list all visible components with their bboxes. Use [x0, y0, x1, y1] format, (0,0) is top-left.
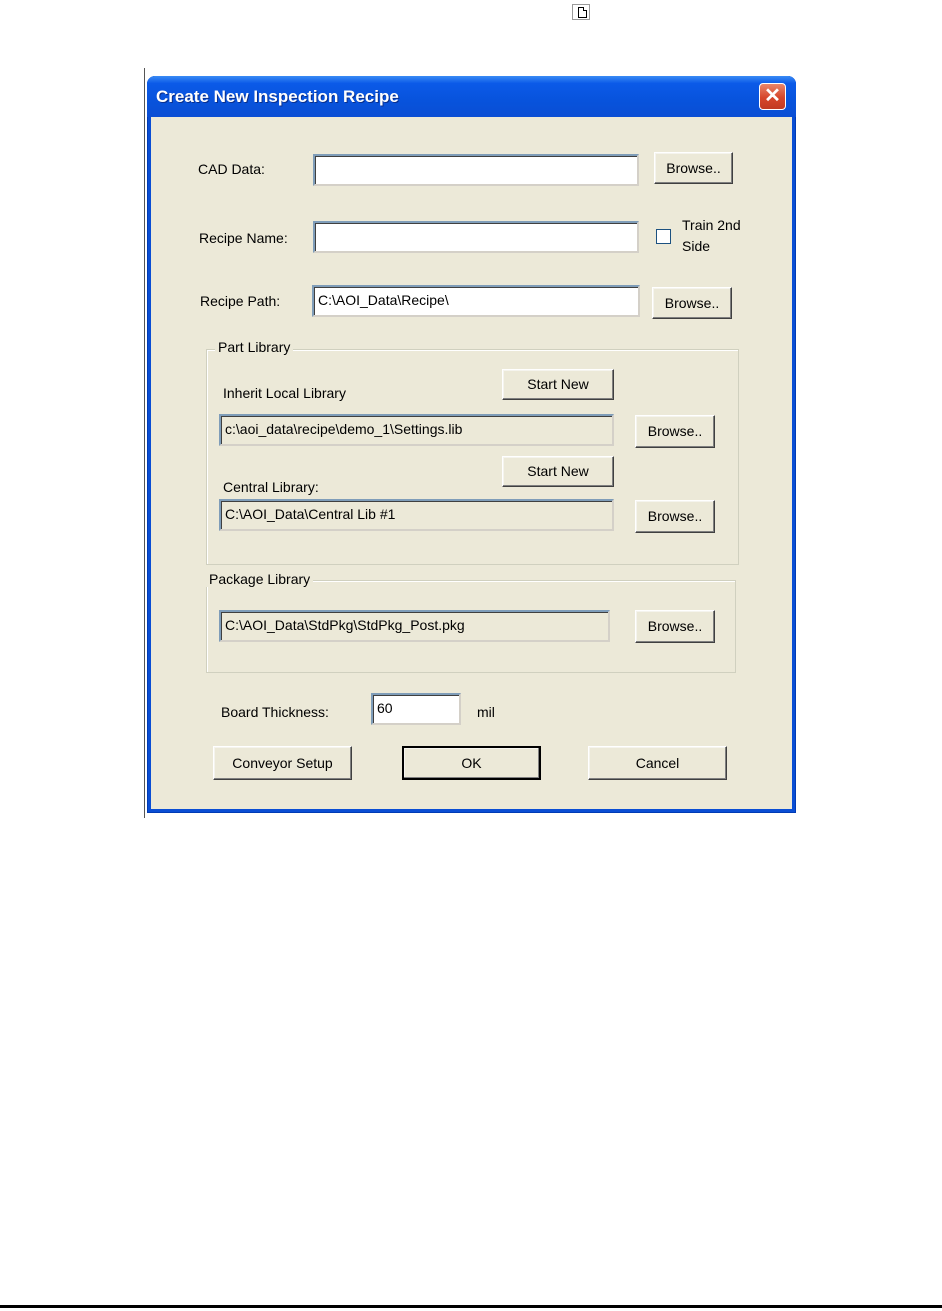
package-library-title: Package Library	[206, 571, 313, 587]
inherit-local-library-path: c:\aoi_data\recipe\demo_1\Settings.lib	[219, 414, 614, 446]
central-library-label: Central Library:	[223, 479, 319, 495]
train-2nd-side-label-line2: Side	[682, 238, 711, 254]
cad-browse-button[interactable]: Browse..	[654, 152, 733, 184]
cad-data-label: CAD Data:	[198, 161, 265, 177]
part-library-title: Part Library	[215, 339, 293, 355]
board-thickness-label: Board Thickness:	[221, 704, 329, 720]
central-start-new-button[interactable]: Start New	[502, 456, 614, 487]
cad-data-input[interactable]	[313, 154, 639, 186]
close-icon[interactable]: ✕	[759, 83, 786, 110]
train-2nd-side-checkbox[interactable]	[656, 229, 671, 244]
page-footer-rule	[0, 1305, 942, 1308]
inherit-local-library-label: Inherit Local Library	[223, 385, 346, 401]
central-library-path: C:\AOI_Data\Central Lib #1	[219, 499, 614, 531]
recipe-name-input[interactable]	[313, 221, 639, 253]
central-browse-button[interactable]: Browse..	[635, 500, 715, 533]
recipe-path-label: Recipe Path:	[200, 293, 281, 309]
create-recipe-dialog	[147, 76, 796, 813]
left-margin-line	[144, 68, 145, 818]
conveyor-setup-button[interactable]: Conveyor Setup	[213, 746, 352, 780]
blank-page-icon	[572, 4, 590, 20]
train-2nd-side-label-line1: Train 2nd	[682, 217, 741, 233]
recipe-path-browse-button[interactable]: Browse..	[652, 287, 732, 319]
recipe-name-label: Recipe Name:	[199, 230, 288, 246]
inherit-browse-button[interactable]: Browse..	[635, 415, 715, 448]
package-library-path: C:\AOI_Data\StdPkg\StdPkg_Post.pkg	[219, 610, 610, 642]
ok-button[interactable]: OK	[402, 746, 541, 780]
inherit-start-new-button[interactable]: Start New	[502, 369, 614, 400]
recipe-path-input[interactable]: C:\AOI_Data\Recipe\	[312, 285, 640, 317]
board-thickness-input[interactable]: 60	[371, 693, 461, 725]
board-thickness-unit: mil	[477, 704, 495, 720]
cancel-button[interactable]: Cancel	[588, 746, 727, 780]
title-bar[interactable]	[147, 76, 796, 117]
dialog-title: Create New Inspection Recipe	[156, 87, 399, 106]
dialog-body	[151, 117, 792, 809]
package-browse-button[interactable]: Browse..	[635, 610, 715, 643]
